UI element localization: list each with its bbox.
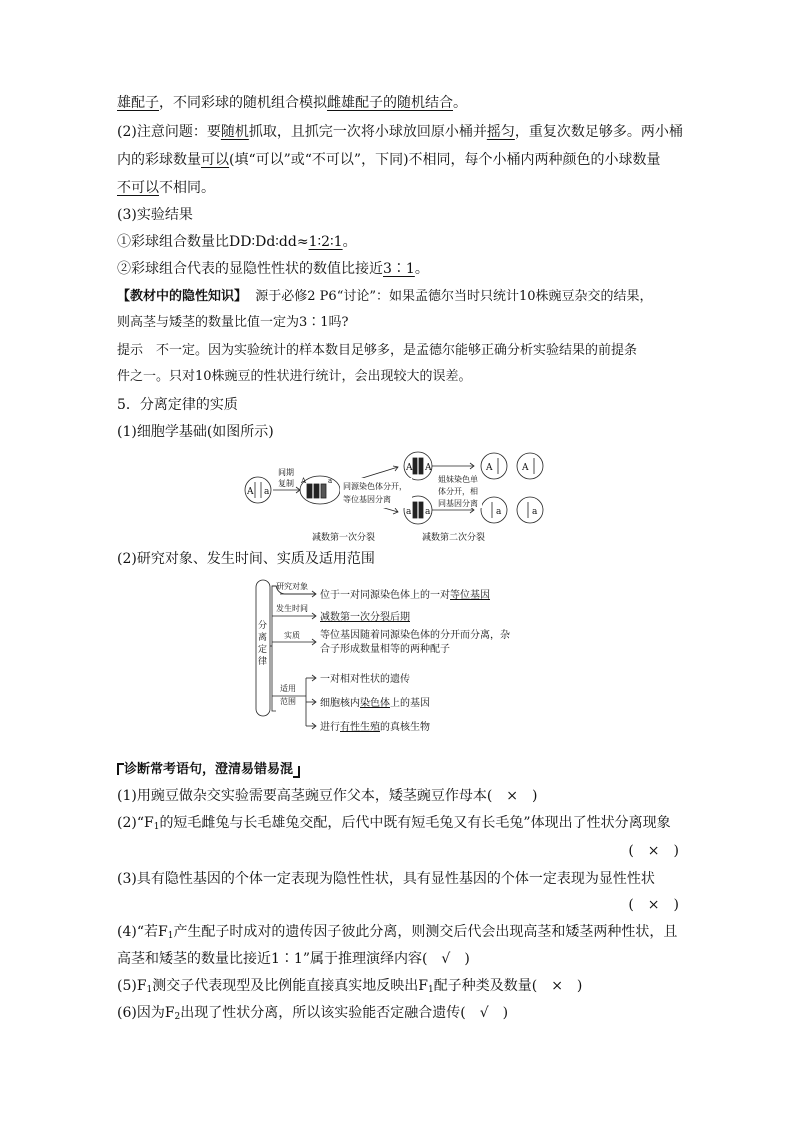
- tree-value: 一对相对性状的遗传: [320, 674, 410, 685]
- question-1: (1)用豌豆做杂交实验需要高茎豌豆作父本，矮茎豌豆作母本( × ): [117, 788, 538, 804]
- text: 不相同。: [159, 180, 215, 196]
- answer-text: 雌雄配子的随机结合: [327, 95, 453, 111]
- text-line: 件之一。只对10株豌豆的性状进行统计，会出现较大的误差。: [117, 369, 472, 384]
- allele-label: A: [522, 463, 529, 473]
- text-line: [117, 150, 661, 170]
- question-4: [117, 922, 677, 946]
- tree-key: 研究对象: [276, 582, 308, 591]
- text-line: [117, 93, 467, 113]
- cell-circle: [481, 497, 507, 523]
- cell-circle: [517, 453, 543, 479]
- bracket-right-icon: [293, 766, 300, 778]
- subsection-title: (1)细胞学基础(如图所示): [117, 424, 274, 440]
- subscript: 1: [428, 985, 434, 995]
- tree-key: 范围: [280, 697, 296, 706]
- answer-text: 3∶1: [383, 261, 415, 277]
- section-title: 5．分离定律的实质: [117, 397, 238, 413]
- text-line: (3)实验结果: [117, 207, 193, 223]
- text: 内的彩球数量: [117, 152, 201, 168]
- allele-label: a: [532, 507, 538, 517]
- cell-circle: [517, 497, 543, 523]
- text: (2)“F: [117, 815, 154, 831]
- tree-key: 适用: [280, 684, 296, 693]
- text: (5)F: [117, 978, 147, 994]
- text: 抓取，且抓完一次将小球放回原小桶并: [248, 124, 487, 140]
- tree-value: 细胞核内染色体上的基因: [320, 698, 430, 709]
- allele-label: A: [247, 487, 254, 497]
- tree-value: 进行有性生殖的真核生物: [320, 722, 430, 733]
- text: ②彩球组合代表的显隐性性状的数值比接近: [117, 261, 383, 277]
- tree-key: 实质: [284, 631, 300, 640]
- diagram-label: 复制: [278, 479, 294, 488]
- text: 。: [342, 234, 357, 250]
- diagram-label: 同基因分离: [438, 499, 478, 508]
- question-6: [117, 1003, 508, 1027]
- tree-root-char: 律: [258, 657, 268, 667]
- text: (6)因为F: [117, 1005, 175, 1021]
- answer-text: 摇匀: [486, 124, 515, 140]
- text: 配子种类及数量( × ): [433, 978, 583, 994]
- diagram-label: 间期: [278, 468, 294, 477]
- text: ，重复次数足够多。两小桶: [514, 124, 683, 140]
- text: (填“可以”或“不可以”，下同)不相同，每个小桶内两种颜色的小球数量: [229, 152, 661, 168]
- text: ，不同彩球的随机组合模拟: [159, 95, 327, 111]
- answer-text: 不可以: [117, 180, 159, 196]
- text-line: [117, 178, 215, 198]
- tree-root-char: 定: [258, 645, 268, 655]
- diagram-label: 姐妹染色单: [438, 475, 478, 484]
- text: 出现了性状分离，所以该实验能否定融合遗传( √ ): [180, 1005, 509, 1021]
- tree-root-char: 离: [258, 633, 268, 643]
- cell-circle: [481, 453, 507, 479]
- text-line: [117, 122, 683, 142]
- answer-text: 可以: [201, 152, 229, 168]
- question-4-cont: 高茎和矮茎的数量比接近1∶1”属于推理演绎内容( √ ): [117, 951, 470, 967]
- text: 源于必修2 P6“讨论”：如果孟德尔当时只统计10株豌豆杂交的结果，: [255, 289, 653, 304]
- subscript: 2: [174, 1012, 181, 1022]
- diagram-caption: 减数第二次分裂: [422, 533, 486, 543]
- text: 。: [414, 261, 429, 277]
- answer-mark: ( × ): [628, 897, 679, 913]
- allele-label: A: [406, 463, 413, 473]
- tree-value: 位于一对同源染色体上的一对等位基因: [320, 590, 490, 601]
- diagram-label: 体分开，相: [438, 487, 478, 496]
- allele-label: A: [301, 477, 307, 485]
- allele-label: a: [496, 507, 502, 517]
- tree-root-char: 分: [258, 621, 268, 631]
- tree-value: 合子形成数量相等的两种配子: [320, 644, 450, 655]
- text: ①彩球组合数量比DD∶Dd∶dd≈: [117, 234, 309, 250]
- bracket-left-icon: [117, 763, 124, 775]
- text-line: 则高茎与矮茎的数量比值一定为3∶1吗?: [117, 315, 349, 330]
- hidden-knowledge-tag: 【教材中的隐性知识】: [117, 289, 248, 304]
- subsection-title: (2)研究对象、发生时间、实质及适用范围: [117, 551, 375, 567]
- text-line: [117, 259, 429, 279]
- meiosis-diagram: [240, 450, 560, 545]
- answer-text: 雄配子: [117, 95, 159, 111]
- heading-text: 诊断常考语句，澄清易错易混: [124, 762, 294, 777]
- answer-mark: ( × ): [628, 843, 679, 859]
- answer-text: 随机: [220, 124, 249, 140]
- text: 测交子代表现型及比例能直接真实地反映出F: [152, 978, 428, 994]
- text: (2)注意问题：要: [117, 124, 221, 140]
- subscript: 1: [167, 931, 174, 941]
- allele-label: a: [328, 477, 333, 485]
- tree-key: 发生时间: [276, 604, 308, 613]
- allele-label: A: [486, 463, 493, 473]
- allele-label: a: [406, 507, 412, 517]
- text: 。: [453, 95, 467, 111]
- text-line: [117, 232, 357, 252]
- diagram-caption: 减数第一次分裂: [312, 533, 376, 543]
- segregation-law-tree: [250, 576, 570, 742]
- text: (4)“若F: [117, 924, 168, 940]
- diagram-label: 等位基因分离: [343, 495, 391, 504]
- allele-label: A: [425, 463, 432, 473]
- subscript: 1: [146, 985, 153, 995]
- text: 的短毛雌兔与长毛雄兔交配，后代中既有短毛兔又有长毛兔”体现出了性状分离现象: [159, 815, 671, 831]
- allele-label: a: [425, 507, 431, 517]
- allele-label: a: [264, 487, 270, 497]
- question-3: (3)具有隐性基因的个体一定表现为隐性性状，具有显性基因的个体一定表现为显性性状: [117, 871, 655, 887]
- subscript: 1: [153, 822, 160, 832]
- answer-text: 1∶2∶1: [308, 234, 343, 250]
- question-2: [117, 813, 671, 837]
- hidden-knowledge: [117, 287, 653, 307]
- diagram-label: 同源染色体分开，: [343, 482, 407, 491]
- question-5: [117, 976, 582, 1000]
- tree-value: 减数第一次分裂后期: [320, 612, 410, 623]
- text: 产生配子时成对的遗传因子彼此分离，则测交后代会出现高茎和矮茎两种性状，且: [173, 924, 678, 940]
- hint-text: 提示 不一定。因为实验统计的样本数目足够多，是孟德尔能够正确分析实验结果的前提条: [117, 343, 638, 358]
- diagnose-heading: [117, 760, 300, 780]
- tree-value: 等位基因随着同源染色体的分开而分离，杂: [320, 630, 510, 641]
